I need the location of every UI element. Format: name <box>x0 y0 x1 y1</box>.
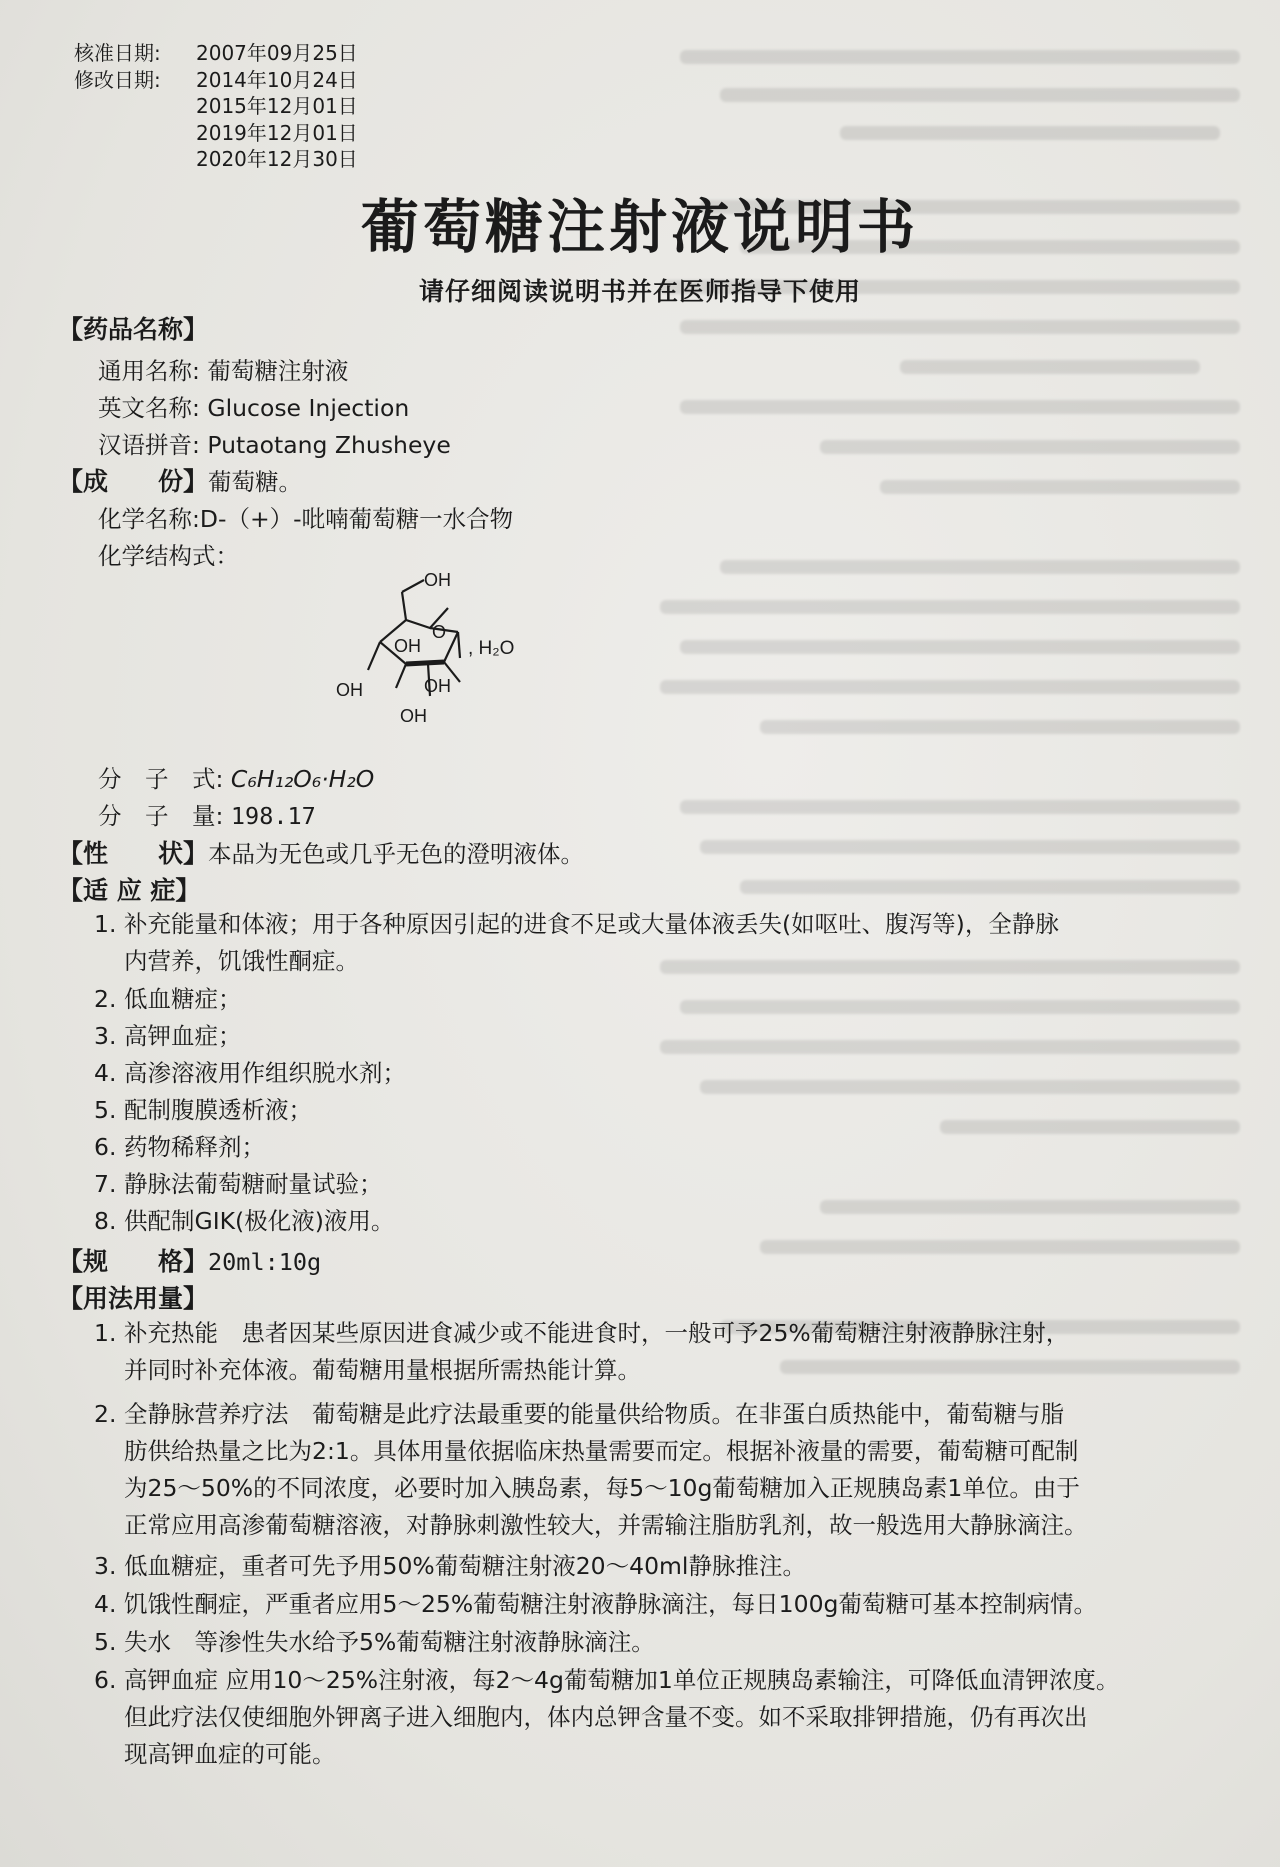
indication-item <box>94 981 694 1018</box>
weight-value: 198.17 <box>230 802 316 830</box>
structure-oh-top: OH <box>424 572 451 590</box>
item-line: 内营养，饥饿性酮症。 <box>124 947 359 975</box>
date-value: 2007年09月25日 <box>196 41 358 65</box>
dosage-item <box>94 1586 1264 1623</box>
indication-item <box>94 1129 694 1166</box>
date-row <box>74 146 358 173</box>
item-line: 并同时补充体液。葡萄糖用量根据所需热能计算。 <box>124 1356 641 1384</box>
date-value: 2019年12月01日 <box>196 120 358 145</box>
indication-item <box>94 1092 694 1129</box>
item-number: 2. <box>94 1400 117 1428</box>
item-number: 1. <box>94 910 117 938</box>
dosage-item <box>94 1548 1264 1585</box>
item-line: 补充热能 患者因某些原因进食减少或不能进食时，一般可予25%葡萄糖注射液静脉注射， <box>124 1319 1070 1347</box>
item-number: 8. <box>94 1207 117 1235</box>
section-header-properties: 【性 状】 <box>58 839 209 868</box>
item-line: 为25～50%的不同浓度，必要时加入胰岛素，每5～10g葡萄糖加入正规胰岛素1单位。由于 <box>124 1474 1080 1502</box>
date-label: 核准日期: <box>74 41 161 65</box>
glucose-structure-diagram <box>328 572 538 732</box>
item-line: 肪供给热量之比为2:1。具体用量依据临床热量需要而定。根据补液量的需要，葡萄糖可配制 <box>124 1437 1079 1465</box>
item-line: 全静脉营养疗法 葡萄糖是此疗法最重要的能量供给物质。在非蛋白质热能中，葡萄糖与脂 <box>124 1400 1064 1428</box>
generic-name: 通用名称: 葡萄糖注射液 <box>98 357 349 385</box>
item-line: 正常应用高渗葡萄糖溶液，对静脉刺激性较大，并需输注脂肪乳剂，故一般选用大静脉滴注。 <box>124 1511 1088 1539</box>
item-number: 4. <box>94 1059 117 1087</box>
structure-oh-right: OH <box>424 676 451 696</box>
date-value: 2015年12月01日 <box>196 94 358 118</box>
section-header-drug-name: 【药品名称】 <box>58 315 209 344</box>
indication-item <box>94 1018 694 1055</box>
section-header-specification: 【规 格】 <box>58 1247 209 1276</box>
item-line: 失水 等渗性失水给予5%葡萄糖注射液静脉滴注。 <box>124 1628 655 1656</box>
ring-oxygen-label: O <box>432 622 447 642</box>
date-row <box>74 40 358 67</box>
item-number: 6. <box>94 1666 117 1694</box>
date-value: 2014年10月24日 <box>196 67 358 92</box>
item-number: 3. <box>94 1022 117 1050</box>
item-line: 高渗溶液用作组织脱水剂； <box>124 1059 406 1087</box>
item-number: 7. <box>94 1170 117 1198</box>
item-number: 4. <box>94 1590 117 1618</box>
weight-label: 分 子 量: <box>98 802 224 830</box>
ring-front-bond <box>406 662 444 664</box>
specification-value: 20ml:10g <box>208 1248 322 1276</box>
chemical-structure-label: 化学结构式： <box>98 542 239 570</box>
section-header-dosage: 【用法用量】 <box>58 1284 209 1313</box>
item-line: 静脉法葡萄糖耐量试验； <box>124 1170 383 1198</box>
structure-oh-ring: OH <box>394 636 421 656</box>
item-line: 低血糖症； <box>124 985 242 1013</box>
indication-item <box>94 906 1254 980</box>
structure-oh-bottom: OH <box>400 706 427 726</box>
dosage-item <box>94 1624 1264 1661</box>
pinyin-name: 汉语拼音: Putaotang Zhusheye <box>98 431 451 459</box>
section-header-indications: 【适 应 症】 <box>58 876 201 905</box>
date-label: 修改日期: <box>74 67 161 92</box>
item-number: 1. <box>94 1319 117 1347</box>
item-line: 高钾血症； <box>124 1022 242 1050</box>
composition-value: 葡萄糖。 <box>208 468 303 496</box>
dosage-item <box>94 1396 1264 1544</box>
item-line: 但此疗法仅使细胞外钾离子进入细胞内，体内总钾含量不变。如不采取排钾措施，仍有再次出 <box>124 1703 1088 1731</box>
date-row <box>74 93 358 120</box>
item-line: 现高钾血症的可能。 <box>124 1740 336 1768</box>
item-number: 6. <box>94 1133 117 1161</box>
date-value: 2020年12月30日 <box>196 147 358 171</box>
date-label <box>74 146 196 173</box>
composition-row <box>58 462 302 498</box>
weight-row <box>98 797 316 831</box>
dosage-item <box>94 1315 1264 1389</box>
section-header-composition: 【成 份】 <box>58 467 209 496</box>
item-line: 补充能量和体液；用于各种原因引起的进食不足或大量体液丢失(如呕吐、腹泻等)，全静脉 <box>124 910 1059 938</box>
structure-water: , H₂O <box>468 638 515 659</box>
item-number: 5. <box>94 1628 117 1656</box>
indication-item <box>94 1055 694 1092</box>
structure-oh-left: OH <box>336 680 363 700</box>
item-line: 饥饿性酮症，严重者应用5～25%葡萄糖注射液静脉滴注，每日100g葡萄糖可基本控制病情。 <box>124 1590 1097 1618</box>
item-line: 配制腹膜透析液； <box>124 1096 312 1124</box>
item-number: 5. <box>94 1096 117 1124</box>
revision-dates <box>74 40 358 173</box>
date-label <box>74 93 196 120</box>
item-line: 供配制GIK(极化液)液用。 <box>124 1207 395 1235</box>
chemical-name: 化学名称:D-（+）-吡喃葡萄糖一水合物 <box>98 505 514 533</box>
item-line: 高钾血症 应用10～25%注射液，每2～4g葡萄糖加1单位正规胰岛素输注，可降低血清钾浓度。 <box>124 1666 1120 1694</box>
formula-value: C₆H₁₂O₆·H₂O <box>230 765 375 793</box>
formula-label: 分 子 式: <box>98 765 224 793</box>
formula-row <box>98 760 374 794</box>
properties-value: 本品为无色或几乎无色的澄明液体。 <box>208 840 585 868</box>
item-line: 低血糖症，重者可先予用50%葡萄糖注射液20～40ml静脉推注。 <box>124 1552 806 1580</box>
date-row <box>74 67 358 94</box>
specification-row <box>58 1242 321 1278</box>
dosage-item <box>94 1662 1274 1773</box>
document-subtitle: 请仔细阅读说明书并在医师指导下使用 <box>418 277 861 306</box>
item-line: 药物稀释剂； <box>124 1133 265 1161</box>
date-row <box>74 120 358 147</box>
item-number: 2. <box>94 985 117 1013</box>
properties-row <box>58 834 584 870</box>
indication-item <box>94 1166 694 1203</box>
english-name: 英文名称: Glucose Injection <box>98 394 410 422</box>
item-number: 3. <box>94 1552 117 1580</box>
date-label <box>74 120 196 147</box>
indication-item <box>94 1203 694 1240</box>
document-title: 葡萄糖注射液说明书 <box>360 193 919 261</box>
